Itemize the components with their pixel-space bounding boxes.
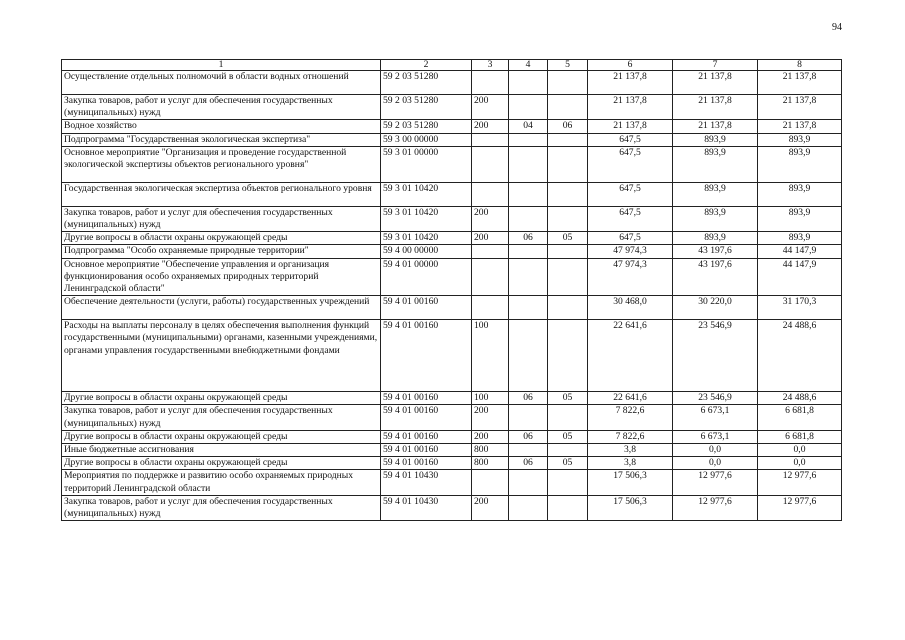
- row-value-7: 893,9: [673, 133, 758, 146]
- row-value-6: 647,5: [588, 133, 673, 146]
- row-value-7: 893,9: [673, 232, 758, 245]
- row-name: Другие вопросы в области охраны окружающей среды: [62, 430, 381, 443]
- row-col3: [472, 296, 509, 320]
- row-col4: [509, 320, 548, 392]
- row-value-7: 23 546,9: [673, 392, 758, 405]
- row-code: 59 3 01 10420: [381, 232, 472, 245]
- row-col5: [548, 470, 588, 495]
- table-row: [62, 120, 842, 133]
- row-col4: [509, 182, 548, 206]
- row-col4: [509, 71, 548, 95]
- row-name: Закупка товаров, работ и услуг для обеспечения государственных (муниципальных) нужд: [62, 405, 381, 430]
- row-code: 59 2 03 51280: [381, 95, 472, 120]
- row-code: 59 4 01 00160: [381, 392, 472, 405]
- row-col3: 200: [472, 120, 509, 133]
- row-value-6: 3,8: [588, 444, 673, 457]
- row-col3: 100: [472, 320, 509, 392]
- row-value-8: 893,9: [758, 146, 842, 182]
- row-col5: [548, 405, 588, 430]
- row-name: Мероприятия по поддержке и развитию особо охраняемых природных территорий Ленинградской области: [62, 470, 381, 495]
- row-col4: [509, 405, 548, 430]
- row-code: 59 3 01 10420: [381, 206, 472, 231]
- row-value-8: 44 147,9: [758, 258, 842, 296]
- row-name: Иные бюджетные ассигнования: [62, 444, 381, 457]
- row-name: Обеспечение деятельности (услуги, работы) государственных учреждений: [62, 296, 381, 320]
- row-value-6: 21 137,8: [588, 120, 673, 133]
- row-value-6: 17 506,3: [588, 470, 673, 495]
- header-row: [62, 60, 842, 71]
- table-row: [62, 392, 842, 405]
- table-row: [62, 258, 842, 296]
- row-code: 59 4 01 00160: [381, 444, 472, 457]
- table-row: [62, 444, 842, 457]
- row-col5: [548, 182, 588, 206]
- row-value-6: 3,8: [588, 457, 673, 470]
- row-col5: [548, 133, 588, 146]
- row-value-6: 22 641,6: [588, 392, 673, 405]
- row-code: 59 3 01 10420: [381, 182, 472, 206]
- row-name: Основное мероприятие "Обеспечение управления и организация функционирования особо охраняемых природных территорий Ленинградской области": [62, 258, 381, 296]
- row-name: Закупка товаров, работ и услуг для обеспечения государственных (муниципальных) нужд: [62, 95, 381, 120]
- table-row: [62, 470, 842, 495]
- row-name: Закупка товаров, работ и услуг для обеспечения государственных (муниципальных) нужд: [62, 206, 381, 231]
- row-col5: [548, 95, 588, 120]
- row-col4: [509, 206, 548, 231]
- row-value-8: 21 137,8: [758, 71, 842, 95]
- row-col5: 05: [548, 232, 588, 245]
- row-value-7: 6 673,1: [673, 405, 758, 430]
- row-col4: [509, 133, 548, 146]
- row-col5: [548, 320, 588, 392]
- row-col5: [548, 258, 588, 296]
- row-col3: [472, 245, 509, 258]
- row-col5: [548, 146, 588, 182]
- row-name: Расходы на выплаты персоналу в целях обеспечения выполнения функций государственными (муниципальными) органами, казенными учреждениями, органами управления государственными внебюджетными фондами: [62, 320, 381, 392]
- row-value-8: 893,9: [758, 133, 842, 146]
- row-name: Водное хозяйство: [62, 120, 381, 133]
- row-col3: [472, 182, 509, 206]
- table-row: [62, 71, 842, 95]
- row-value-8: 24 488,6: [758, 392, 842, 405]
- row-name: Подпрограмма "Государственная экологическая экспертиза": [62, 133, 381, 146]
- row-col3: [472, 258, 509, 296]
- row-col5: [548, 296, 588, 320]
- row-col4: 06: [509, 232, 548, 245]
- row-value-6: 647,5: [588, 206, 673, 231]
- row-value-7: 893,9: [673, 182, 758, 206]
- row-value-7: 21 137,8: [673, 95, 758, 120]
- row-value-8: 44 147,9: [758, 245, 842, 258]
- row-code: 59 4 01 00160: [381, 296, 472, 320]
- row-col5: [548, 71, 588, 95]
- row-value-6: 47 974,3: [588, 258, 673, 296]
- row-value-7: 893,9: [673, 206, 758, 231]
- row-value-8: 21 137,8: [758, 95, 842, 120]
- row-col4: [509, 258, 548, 296]
- table-row: [62, 495, 842, 520]
- row-value-8: 6 681,8: [758, 430, 842, 443]
- row-code: 59 2 03 51280: [381, 120, 472, 133]
- page-number: 94: [832, 22, 842, 33]
- row-value-7: 21 137,8: [673, 120, 758, 133]
- row-value-6: 21 137,8: [588, 95, 673, 120]
- row-value-7: 6 673,1: [673, 430, 758, 443]
- row-col5: [548, 495, 588, 520]
- row-name: Закупка товаров, работ и услуг для обеспечения государственных (муниципальных) нужд: [62, 495, 381, 520]
- row-col3: 200: [472, 495, 509, 520]
- row-value-7: 12 977,6: [673, 470, 758, 495]
- row-col3: [472, 71, 509, 95]
- row-value-6: 47 974,3: [588, 245, 673, 258]
- row-value-6: 647,5: [588, 232, 673, 245]
- row-code: 59 3 00 00000: [381, 133, 472, 146]
- row-col3: 800: [472, 457, 509, 470]
- row-value-6: 7 822,6: [588, 430, 673, 443]
- row-value-7: 30 220,0: [673, 296, 758, 320]
- row-col5: 05: [548, 457, 588, 470]
- row-name: Государственная экологическая экспертиза объектов регионального уровня: [62, 182, 381, 206]
- row-value-7: 0,0: [673, 457, 758, 470]
- row-value-8: 893,9: [758, 206, 842, 231]
- row-col3: [472, 470, 509, 495]
- row-col4: [509, 296, 548, 320]
- header-col-5: 5: [548, 60, 588, 71]
- row-value-8: 31 170,3: [758, 296, 842, 320]
- row-col5: 06: [548, 120, 588, 133]
- row-col3: 800: [472, 444, 509, 457]
- row-value-7: 43 197,6: [673, 245, 758, 258]
- row-col3: 200: [472, 206, 509, 231]
- header-col-6: 6: [588, 60, 673, 71]
- row-col4: [509, 470, 548, 495]
- row-value-6: 17 506,3: [588, 495, 673, 520]
- row-col4: [509, 146, 548, 182]
- row-value-8: 6 681,8: [758, 405, 842, 430]
- row-code: 59 4 01 10430: [381, 470, 472, 495]
- header-col-1: 1: [62, 60, 381, 71]
- row-code: 59 4 01 00160: [381, 457, 472, 470]
- table-row: [62, 296, 842, 320]
- table-row: [62, 232, 842, 245]
- row-value-8: 0,0: [758, 457, 842, 470]
- row-col4: [509, 444, 548, 457]
- row-col3: [472, 133, 509, 146]
- row-value-8: 893,9: [758, 182, 842, 206]
- table-row: [62, 146, 842, 182]
- row-col4: 06: [509, 457, 548, 470]
- row-name: Подпрограмма "Особо охраняемые природные территории": [62, 245, 381, 258]
- row-value-6: 30 468,0: [588, 296, 673, 320]
- row-value-6: 647,5: [588, 182, 673, 206]
- row-value-8: 21 137,8: [758, 120, 842, 133]
- budget-table: [61, 59, 842, 521]
- row-col3: 100: [472, 392, 509, 405]
- row-name: Другие вопросы в области охраны окружающей среды: [62, 392, 381, 405]
- row-code: 59 3 01 00000: [381, 146, 472, 182]
- row-value-8: 893,9: [758, 232, 842, 245]
- row-col5: 05: [548, 430, 588, 443]
- row-value-8: 0,0: [758, 444, 842, 457]
- row-col4: [509, 95, 548, 120]
- row-value-7: 12 977,6: [673, 495, 758, 520]
- row-col4: [509, 495, 548, 520]
- row-value-8: 12 977,6: [758, 470, 842, 495]
- row-value-6: 7 822,6: [588, 405, 673, 430]
- table-row: [62, 405, 842, 430]
- table-row: [62, 206, 842, 231]
- header-col-4: 4: [509, 60, 548, 71]
- row-code: 59 4 01 10430: [381, 495, 472, 520]
- table-row: [62, 182, 842, 206]
- row-col3: 200: [472, 95, 509, 120]
- row-code: 59 4 01 00160: [381, 430, 472, 443]
- row-code: 59 4 01 00000: [381, 258, 472, 296]
- row-col4: 04: [509, 120, 548, 133]
- row-col5: [548, 206, 588, 231]
- row-col4: 06: [509, 430, 548, 443]
- row-value-6: 21 137,8: [588, 71, 673, 95]
- row-value-7: 43 197,6: [673, 258, 758, 296]
- row-col5: [548, 245, 588, 258]
- table-row: [62, 245, 842, 258]
- row-col5: [548, 444, 588, 457]
- row-col5: 05: [548, 392, 588, 405]
- table-row: [62, 133, 842, 146]
- row-name: Другие вопросы в области охраны окружающей среды: [62, 232, 381, 245]
- row-code: 59 2 03 51280: [381, 71, 472, 95]
- row-col3: [472, 146, 509, 182]
- table-row: [62, 430, 842, 443]
- row-value-6: 22 641,6: [588, 320, 673, 392]
- header-col-8: 8: [758, 60, 842, 71]
- row-value-7: 893,9: [673, 146, 758, 182]
- header-col-7: 7: [673, 60, 758, 71]
- row-value-6: 647,5: [588, 146, 673, 182]
- header-col-2: 2: [381, 60, 472, 71]
- row-col3: 200: [472, 430, 509, 443]
- row-col3: 200: [472, 405, 509, 430]
- row-value-7: 0,0: [673, 444, 758, 457]
- row-code: 59 4 01 00160: [381, 405, 472, 430]
- row-col4: 06: [509, 392, 548, 405]
- row-value-8: 12 977,6: [758, 495, 842, 520]
- row-value-8: 24 488,6: [758, 320, 842, 392]
- row-code: 59 4 01 00160: [381, 320, 472, 392]
- row-code: 59 4 00 00000: [381, 245, 472, 258]
- row-value-7: 21 137,8: [673, 71, 758, 95]
- row-name: Основное мероприятие "Организация и проведение государственной экологической экспертизы объектов регионального уровня": [62, 146, 381, 182]
- row-value-7: 23 546,9: [673, 320, 758, 392]
- table-body: [62, 71, 842, 521]
- table-row: [62, 95, 842, 120]
- row-name: Другие вопросы в области охраны окружающей среды: [62, 457, 381, 470]
- row-col3: 200: [472, 232, 509, 245]
- table-row: [62, 457, 842, 470]
- row-col4: [509, 245, 548, 258]
- row-name: Осуществление отдельных полномочий в области водных отношений: [62, 71, 381, 95]
- header-col-3: 3: [472, 60, 509, 71]
- table-row: [62, 320, 842, 392]
